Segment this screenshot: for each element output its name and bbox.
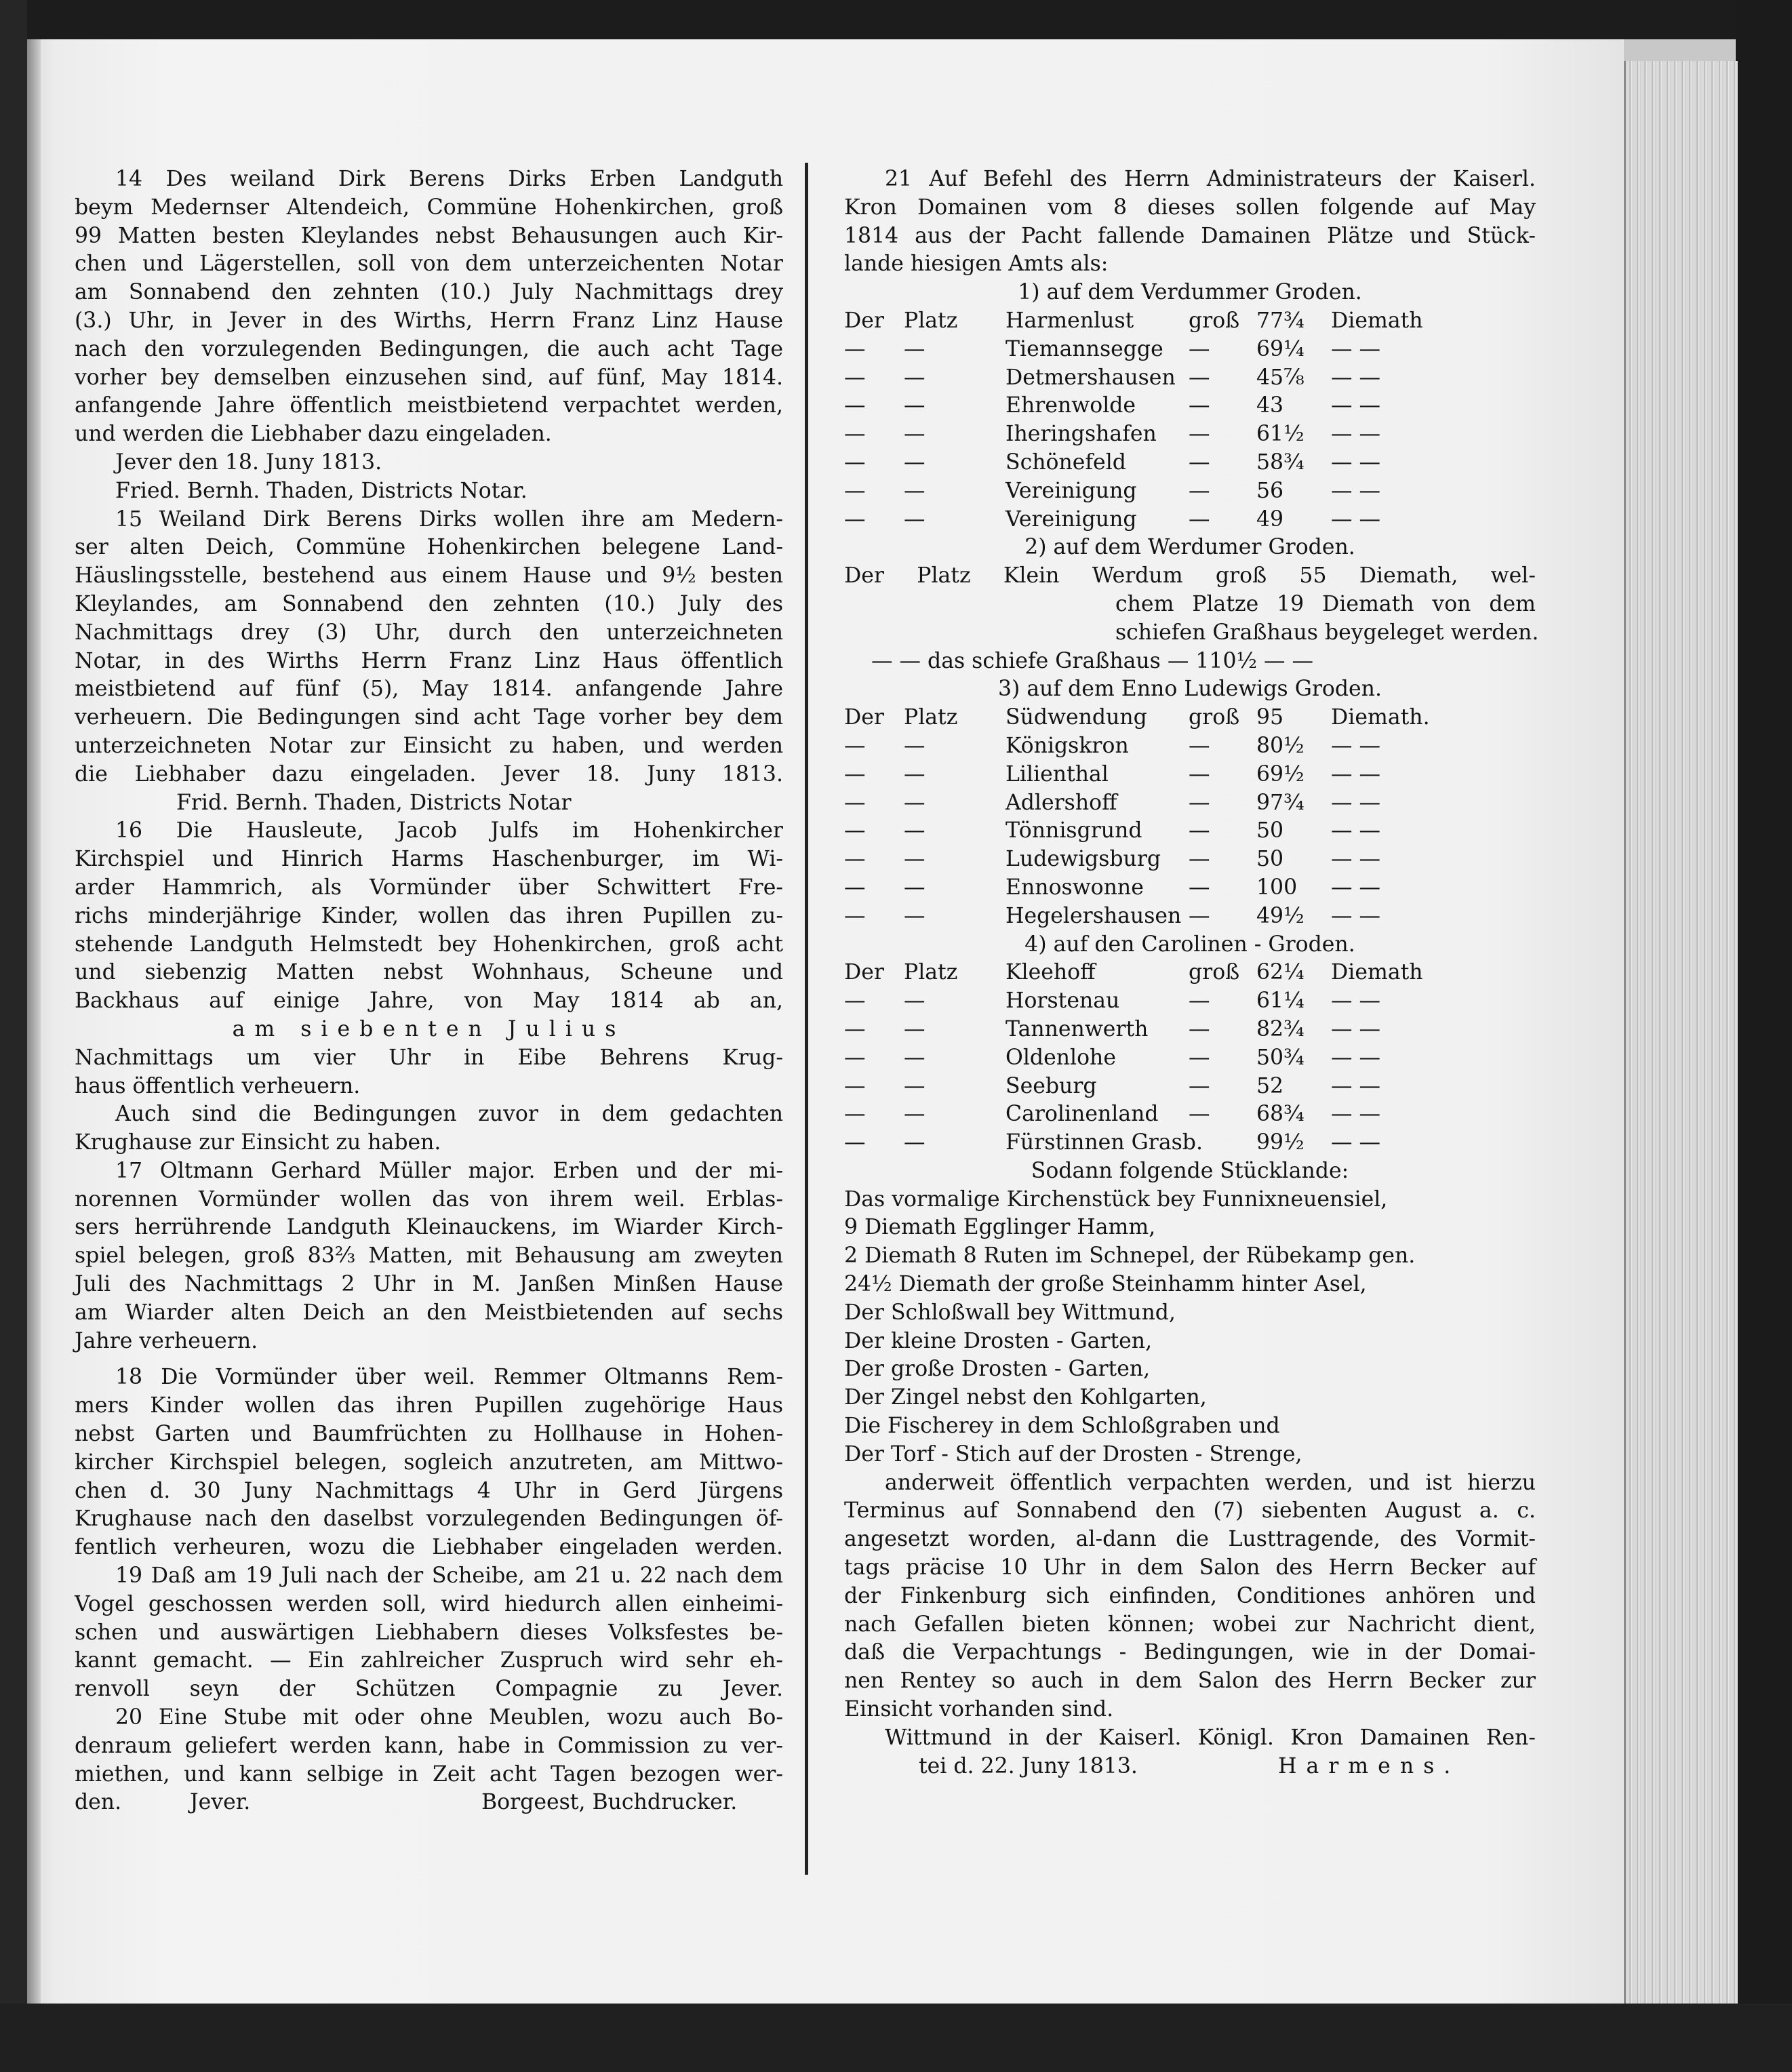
unit: — — <box>1331 336 1381 361</box>
cell: Der <box>844 308 884 333</box>
cell: — <box>904 506 925 532</box>
text-line: am Sonnabend den zehnten (10.) July Nachmittags drey <box>75 280 783 305</box>
area-value: 49½ <box>1256 903 1305 928</box>
unit: — — <box>1331 1045 1381 1070</box>
notice-20 <box>75 1704 783 1817</box>
section-heading: 1) auf dem Verdummer Groden. <box>1018 280 1362 305</box>
cell <box>1229 1129 1256 1157</box>
section-heading: Sodann folgende Stücklande: <box>1031 1158 1349 1183</box>
plot-name: Oldenlohe <box>1005 1045 1116 1070</box>
cell: — <box>904 450 925 475</box>
text-line: sers herrührende Landguth Kleinauckens, im Wiarder Kirch- <box>75 1215 783 1240</box>
cell: — <box>904 903 925 928</box>
left-column <box>75 165 783 1817</box>
cell: — <box>844 733 866 758</box>
table-row <box>844 336 1536 364</box>
plot-name: Horstenau <box>1005 989 1120 1014</box>
plot-name: Lilienthal <box>1005 761 1109 786</box>
scan-frame-right <box>1736 0 1792 2072</box>
area-value: 80½ <box>1256 733 1305 758</box>
cell: — <box>844 506 866 532</box>
notice-14 <box>75 165 783 506</box>
text-line: und siebenzig Matten nebst Wohnhaus, Scheune und <box>75 960 783 985</box>
text-line: fentlich verheuren, wozu die Liebhaber eingeladen werden. <box>75 1535 783 1560</box>
cell: — <box>904 1102 925 1127</box>
notice-16 <box>75 817 783 1157</box>
plot-name: Adlershoff <box>1005 790 1117 815</box>
table-row <box>844 959 1536 987</box>
cell: — <box>1189 847 1210 872</box>
text-line: 19 Daß am 19 Juli nach der Scheibe, am 21 u. 22 nach dem <box>115 1563 783 1589</box>
text-line: anderweit öffentlich verpachten werden, und ist hierzu <box>885 1470 1536 1495</box>
text-line: 14 Des weiland Dirk Berens Dirks Erben Landguth <box>115 167 783 191</box>
text-line: Kleylandes, am Sonnabend den zehnten (10.) July des <box>75 591 783 616</box>
printer-line <box>75 1789 783 1817</box>
notary-signature: Fried. Bernh. Thaden, Districts Notar. <box>115 478 527 503</box>
area-value: 61¼ <box>1256 989 1305 1014</box>
table-row <box>844 477 1536 506</box>
cell: Der <box>844 705 884 730</box>
plot-name: Fürstinnen Grasb. <box>1005 1130 1203 1155</box>
table-row <box>844 1044 1536 1073</box>
cell: — <box>844 478 866 503</box>
cell: — <box>844 818 866 843</box>
cell: — <box>844 1102 866 1127</box>
notice-15 <box>75 506 783 818</box>
area-value: 62¼ <box>1256 960 1305 985</box>
cell: Platz <box>904 308 958 333</box>
cell: — <box>1189 336 1210 361</box>
cell: Platz <box>904 705 958 730</box>
cell: — <box>1189 1102 1210 1127</box>
cell: — <box>904 393 925 418</box>
text-line: ser alten Deich, Commüne Hohenkirchen belegene Land- <box>75 535 783 560</box>
text-line: Kirchspiel und Hinrich Harms Haschenburger, im Wi- <box>75 847 783 872</box>
section-2-text <box>844 562 1539 675</box>
section-heading: 4) auf den Carolinen - Groden. <box>1024 932 1355 957</box>
unit: — — <box>1331 450 1381 475</box>
text-line: 21 Auf Befehl des Herrn Administrateurs der Kaiserl. <box>885 167 1536 191</box>
text-line: verheuern. Die Bedingungen sind acht Tage vorher bey dem <box>75 705 783 730</box>
plot-name: Ludewigsburg <box>1005 847 1161 872</box>
date-signature-line <box>844 1753 1536 1781</box>
text-line: anfangende Jahre öffentlich meistbietend verpachtet werden, <box>75 393 783 418</box>
list-item: 9 Diemath Egglinger Hamm, <box>844 1215 1156 1240</box>
table-row <box>844 364 1536 393</box>
table-row <box>844 420 1536 449</box>
cell: — <box>844 450 866 475</box>
area-value: 99½ <box>1256 1130 1305 1155</box>
cell: — <box>844 847 866 872</box>
text-line: Terminus auf Sonnabend den (7) siebenten August a. c. <box>844 1498 1536 1523</box>
area-value: 58¾ <box>1256 450 1305 475</box>
cell: — <box>844 790 866 815</box>
table-row <box>844 1016 1536 1044</box>
table-row <box>844 1129 1536 1157</box>
cell: — <box>1189 506 1210 532</box>
notice-17 <box>75 1157 783 1356</box>
area-value: 49 <box>1256 506 1284 532</box>
cell: — <box>1189 989 1210 1014</box>
table-row <box>844 704 1536 732</box>
cell: groß <box>1189 705 1240 730</box>
land-table-4 <box>844 959 1536 1157</box>
text-line: beym Medernser Altendeich, Commüne Hohenkirchen, groß <box>75 195 783 220</box>
text-line: Backhaus auf einige Jahre, von May 1814 ab an, <box>75 989 783 1014</box>
plot-name: Südwendung <box>1005 705 1147 730</box>
cell: — <box>904 847 925 872</box>
cell: — <box>1189 903 1210 928</box>
cell: — <box>1189 422 1210 447</box>
stacked-page-edges <box>1624 61 1738 2004</box>
text-fragment: den. <box>75 1790 122 1815</box>
text-line: Der Platz Klein Werdum groß 55 Diemath, wel- <box>844 563 1536 589</box>
plot-name: Tönnisgrund <box>1005 818 1142 843</box>
area-value: 97¾ <box>1256 790 1305 815</box>
text-line: Kron Domainen vom 8 dieses sollen folgende auf May <box>844 195 1536 220</box>
list-item: Der Torf - Stich auf der Drosten - Strenge, <box>844 1441 1302 1467</box>
text-line: miethen, und kann selbige in Zeit acht Tagen bezogen wer- <box>75 1761 783 1787</box>
cell: — <box>844 422 866 447</box>
text-line: spiel belegen, groß 83⅔ Matten, mit Behausung am zweyten <box>75 1243 783 1269</box>
list-item: Das vormalige Kirchenstück bey Funnixneuensiel, <box>844 1187 1388 1212</box>
unit: Diemath. <box>1331 705 1430 730</box>
table-row <box>844 902 1536 931</box>
list-item: Der große Drosten - Garten, <box>844 1357 1151 1382</box>
text-line: Juli des Nachmittags 2 Uhr in M. Janßen Minßen Hause <box>75 1272 783 1297</box>
cell: Platz <box>904 960 958 985</box>
text-line: nebst Garten und Baumfrüchten zu Hollhause in Hohen- <box>75 1422 783 1447</box>
text-line: mers Kinder wollen das ihren Pupillen zugehörige Haus <box>75 1393 783 1418</box>
text-line: vorher bey demselben einzusehen sind, auf fünf, May 1814. <box>75 365 783 390</box>
unit: — — <box>1331 761 1381 786</box>
signature: Harmens. <box>1278 1753 1460 1778</box>
table-row: — — das schiefe Graßhaus — 110½ — — <box>871 648 1314 673</box>
cell: — <box>904 1130 925 1155</box>
cell: — <box>844 1045 866 1070</box>
text-line: Notar, in des Wirths Herrn Franz Linz Haus öffentlich <box>75 648 783 673</box>
cell: — <box>1189 365 1210 390</box>
cell: — <box>904 422 925 447</box>
table-row <box>844 874 1536 902</box>
cell: — <box>844 365 866 390</box>
unit: — — <box>1331 847 1381 872</box>
list-item: 24½ Diemath der große Steinhamm hinter Asel, <box>844 1272 1367 1297</box>
text-line: Einsicht vorhanden sind. <box>844 1697 1114 1722</box>
notary-signature: Frid. Bernh. Thaden, Districts Notar <box>176 790 572 815</box>
cell: — <box>1189 818 1210 843</box>
text-line: meistbietend auf fünf (5), May 1814. anfangende Jahre <box>75 677 783 702</box>
table-row <box>844 845 1536 874</box>
plot-name: Vereinigung <box>1005 478 1137 503</box>
cell: — <box>844 393 866 418</box>
unit: Diemath <box>1331 308 1423 333</box>
unit: — — <box>1331 903 1381 928</box>
list-item: Der Zingel nebst den Kohlgarten, <box>844 1385 1207 1410</box>
unit: — — <box>1331 506 1381 532</box>
text-line: unterzeichneten Notar zur Einsicht zu haben, und werden <box>75 733 783 758</box>
cell: — <box>844 761 866 786</box>
notice-21-intro <box>844 165 1536 279</box>
table-row <box>844 506 1536 534</box>
plot-name: Ennoswonne <box>1005 875 1144 900</box>
text-line: denraum geliefert werden kann, habe in Commission zu ver- <box>75 1733 783 1758</box>
table-row <box>844 392 1536 420</box>
table-row <box>844 1100 1536 1129</box>
text-line: haus öffentlich verheuern. <box>75 1073 361 1098</box>
text-line: 18 Die Vormünder über weil. Remmer Oltmanns Rem- <box>115 1365 783 1390</box>
area-value: 43 <box>1256 393 1284 418</box>
text-line: norennen Vormünder wollen das von ihrem weil. Erblas- <box>75 1187 783 1212</box>
plot-name: Vereinigung <box>1005 506 1137 532</box>
unit: — — <box>1331 875 1381 900</box>
text-line: kircher Kirchspiel belegen, sogleich anzutreten, am Mittwo- <box>75 1450 783 1475</box>
cell: — <box>844 1016 866 1041</box>
area-value: 61½ <box>1256 422 1305 447</box>
unit: — — <box>1331 1130 1381 1155</box>
stuecklande-list <box>844 1186 1536 1469</box>
table-row <box>844 761 1536 789</box>
text-line: die Liebhaber dazu eingeladen. Jever 18. Juny 1813. <box>75 761 783 786</box>
cell: — <box>844 336 866 361</box>
unit: — — <box>1331 733 1381 758</box>
list-item: Die Fischerey in dem Schloßgraben und <box>844 1414 1280 1439</box>
cell: — <box>1189 450 1210 475</box>
text-line: chen d. 30 Juny Nachmittags 4 Uhr in Gerd Jürgens <box>75 1478 783 1503</box>
cell: — <box>904 790 925 815</box>
notice-18 <box>75 1363 783 1562</box>
text-line: 16 Die Hausleute, Jacob Julfs im Hohenkircher <box>115 818 783 843</box>
place-name: Jever. <box>190 1790 251 1815</box>
spacer <box>844 1753 919 1781</box>
table-row <box>844 1073 1536 1101</box>
land-table-1 <box>844 307 1536 534</box>
place-line: Wittmund in der Kaiserl. Königl. Kron Damainen Ren- <box>885 1725 1536 1750</box>
cell: — <box>904 336 925 361</box>
table-row <box>844 307 1536 336</box>
notice-date: Jever den 18. Juny 1813. <box>115 450 382 475</box>
list-item: Der kleine Drosten - Garten, <box>844 1328 1153 1353</box>
scan-frame-bottom <box>0 2004 1792 2072</box>
text-line: am Wiarder alten Deich an den Meistbietenden auf sechs <box>75 1300 783 1325</box>
notice-19 <box>75 1562 783 1704</box>
plot-name: Tannenwerth <box>1005 1016 1149 1041</box>
text-line: Krughause zur Einsicht zu haben. <box>75 1130 441 1155</box>
table-row <box>844 987 1536 1016</box>
cell: — <box>844 875 866 900</box>
cell: — <box>904 875 925 900</box>
cell: — <box>904 761 925 786</box>
list-item: Der Schloßwall bey Wittmund, <box>844 1300 1176 1325</box>
text-line: lande hiesigen Amts als: <box>844 252 1109 277</box>
text-line: daß die Verpachtungs - Bedingungen, wie in der Domai- <box>844 1640 1536 1665</box>
text-line: Häuslingsstelle, bestehend aus einem Hause und 9½ besten <box>75 563 783 589</box>
cell: — <box>1189 1045 1210 1070</box>
unit: — — <box>1331 1016 1381 1041</box>
area-value: 45⅞ <box>1256 365 1305 390</box>
area-value: 50 <box>1256 847 1284 872</box>
right-column <box>844 165 1539 1780</box>
cell: — <box>904 1016 925 1041</box>
text-line: schen und auswärtigen Liebhabern dieses Volksfestes be- <box>75 1620 783 1645</box>
book-gutter-shadow <box>27 39 41 2004</box>
unit: — — <box>1331 422 1381 447</box>
cell: — <box>844 1073 866 1098</box>
table-row <box>844 732 1536 761</box>
text-line: richs minderjährige Kinder, wollen das ihren Pupillen zu- <box>75 903 783 928</box>
area-value: 68¾ <box>1256 1102 1305 1127</box>
section-heading: 2) auf dem Werdumer Groden. <box>1024 535 1355 560</box>
cell: Der <box>844 960 884 985</box>
cell: groß <box>1189 960 1240 985</box>
plot-name: Schönefeld <box>1005 450 1126 475</box>
table-row <box>844 817 1536 845</box>
text-line: Vogel geschossen werden soll, wird hiedurch allen einheimi- <box>75 1591 783 1616</box>
area-value: 56 <box>1256 478 1284 503</box>
area-value: 82¾ <box>1256 1016 1305 1041</box>
table-row <box>844 449 1536 477</box>
cell: — <box>904 818 925 843</box>
area-value: 77¾ <box>1256 308 1305 333</box>
area-value: 50¾ <box>1256 1045 1305 1070</box>
unit: — — <box>1331 478 1381 503</box>
area-value: 100 <box>1256 875 1298 900</box>
cell: — <box>1189 875 1210 900</box>
cell: — <box>904 989 925 1014</box>
plot-name: Königskron <box>1005 733 1129 758</box>
text-line: und werden die Liebhaber dazu eingeladen. <box>75 422 552 447</box>
text-line: angesetzt worden, al-dann die Lusttragende, des Vormit- <box>844 1527 1536 1552</box>
text-line: 99 Matten besten Kleylandes nebst Behausungen auch Kir- <box>75 223 783 248</box>
text-line: 20 Eine Stube mit oder ohne Meublen, wozu auch Bo- <box>115 1705 783 1730</box>
text-line: nen Rentey so auch in dem Salon des Herrn Becker zur <box>844 1669 1536 1694</box>
column-divider-rule <box>805 163 808 1875</box>
text-line: stehende Landguth Helmstedt bey Hohenkirchen, groß acht <box>75 932 783 957</box>
text-line: 1814 aus der Pacht fallende Damainen Plätze und Stück- <box>844 223 1536 248</box>
text-line: 15 Weiland Dirk Berens Dirks wollen ihre am Medern- <box>115 506 783 532</box>
text-line: der Finkenburg sich einfinden, Conditiones anhören und <box>844 1583 1536 1608</box>
text-line: Nachmittags um vier Uhr in Eibe Behrens Krug- <box>75 1045 783 1070</box>
text-line: Auch sind die Bedingungen zuvor in dem gedachten <box>115 1102 783 1127</box>
unit: — — <box>1331 365 1381 390</box>
plot-name: Carolinenland <box>1005 1102 1159 1127</box>
area-value: 95 <box>1256 705 1284 730</box>
plot-name: Hegelershausen <box>1005 903 1182 928</box>
text-line: tags präcise 10 Uhr in dem Salon des Herrn Becker auf <box>844 1555 1536 1580</box>
plot-name: Iheringshafen <box>1005 422 1157 447</box>
text-line: Jahre verheuern. <box>75 1328 258 1353</box>
cell: — <box>1189 1073 1210 1098</box>
text-line: schiefen Graßhaus beygeleget werden. <box>1115 620 1539 645</box>
table-row <box>844 789 1536 818</box>
plot-name: Seeburg <box>1005 1073 1097 1098</box>
cell: — <box>1189 790 1210 815</box>
scan-frame-left <box>0 0 27 2072</box>
section-heading: 3) auf dem Enno Ludewigs Groden. <box>997 677 1382 702</box>
text-line: (3.) Uhr, in Jever in des Wirths, Herrn Franz Linz Hause <box>75 308 783 333</box>
unit: — — <box>1331 1102 1381 1127</box>
scan-frame-top <box>0 0 1792 39</box>
cell: — <box>904 733 925 758</box>
text-line: nach den vorzulegenden Bedingungen, die auch acht Tage <box>75 336 783 361</box>
spaced-date-line: am siebenten Julius <box>232 1016 626 1041</box>
unit: — — <box>1331 790 1381 815</box>
text-line: Nachmittags drey (3) Uhr, durch den unterzeichneten <box>75 620 783 645</box>
unit: — — <box>1331 989 1381 1014</box>
text-line: chem Platze 19 Diemath von dem <box>1115 591 1536 616</box>
text-line: kannt gemacht. — Ein zahlreicher Zuspruch wird sehr eh- <box>75 1648 783 1673</box>
area-value: 50 <box>1256 818 1284 843</box>
cell: — <box>1189 761 1210 786</box>
cell: — <box>1189 478 1210 503</box>
cell: — <box>904 1045 925 1070</box>
plot-name: Detmershausen <box>1005 365 1176 390</box>
cell: — <box>844 1130 866 1155</box>
cell: — <box>844 903 866 928</box>
cell: — <box>904 365 925 390</box>
printer-signature: Borgeest, Buchdrucker. <box>481 1790 738 1815</box>
plot-name: Harmenlust <box>1005 308 1134 333</box>
plot-name: Tiemannsegge <box>1005 336 1163 361</box>
closing-paragraph <box>844 1469 1536 1724</box>
unit: — — <box>1331 1073 1381 1098</box>
text-line: arder Hammrich, als Vormünder über Schwittert Fre- <box>75 875 783 900</box>
text-line: renvoll seyn der Schützen Compagnie zu Jever. <box>75 1677 783 1702</box>
unit: — — <box>1331 393 1381 418</box>
cell: — <box>904 1073 925 1098</box>
cell: — <box>1189 393 1210 418</box>
area-value: 69¼ <box>1256 336 1305 361</box>
list-item: 2 Diemath 8 Ruten im Schnepel, der Rübekamp gen. <box>844 1243 1416 1269</box>
area-value: 52 <box>1256 1073 1284 1098</box>
land-table-3 <box>844 704 1536 930</box>
text-line: Krughause nach den daselbst vorzulegenden Bedingungen öf- <box>75 1507 783 1532</box>
text-line: 17 Oltmann Gerhard Müller major. Erben und der mi- <box>115 1158 783 1183</box>
cell: — <box>1189 733 1210 758</box>
cell: — <box>844 989 866 1014</box>
plot-name: Ehrenwolde <box>1005 393 1136 418</box>
unit: — — <box>1331 818 1381 843</box>
area-value: 69½ <box>1256 761 1305 786</box>
unit: Diemath <box>1331 960 1423 985</box>
text-line: nach Gefallen bieten können; wobei zur Nachricht dient, <box>844 1612 1536 1637</box>
text-line: chen und Lägerstellen, soll von dem unterzeichenten Notar <box>75 252 783 277</box>
notice-date: tei d. 22. Juny 1813. <box>919 1753 1138 1778</box>
plot-name: Kleehoff <box>1005 960 1096 985</box>
cell: — <box>1189 1016 1210 1041</box>
cell: — <box>904 478 925 503</box>
cell: groß <box>1189 308 1240 333</box>
